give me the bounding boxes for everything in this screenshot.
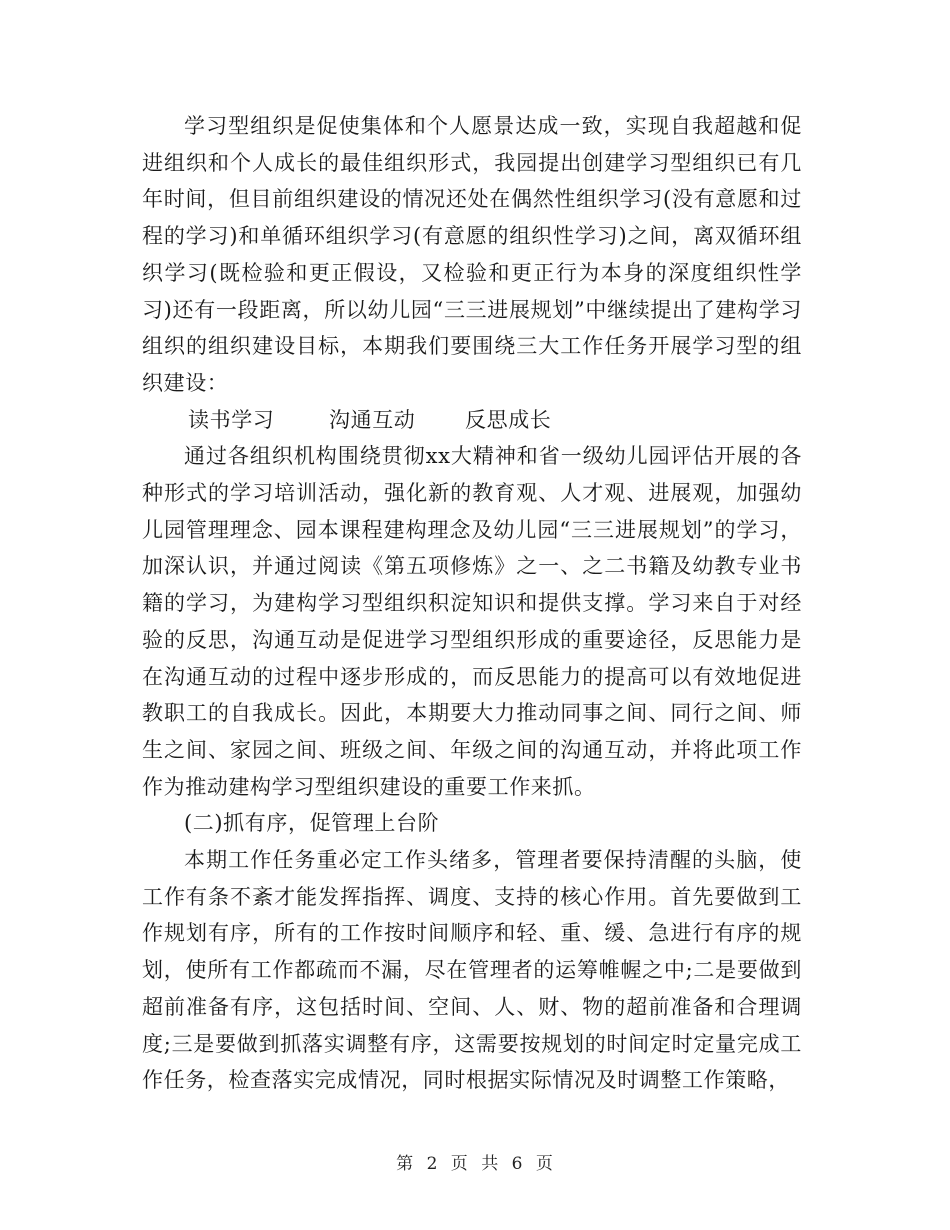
paragraph-study-training: 通过各组织机构围绕贯彻xx大精神和省一级幼儿园评估开展的各种形式的学习培训活动，强化新的教育观、人才观、进展观，加强幼儿园管理理念、园本课程建构理念及幼儿园“三三进展规划”的学习，加深认识，并通过阅读《第五项修炼》之一、之二书籍及幼教专业书籍的学习，为建构学习型组织积淀知识和提供支撑。学习来自于对经验的反思，沟通互动是促进学习型组织形成的重要途径，反思能力是在沟通互动的过程中逐步形成的，而反思能力的提高可以有效地促进教职工的自我成长。因此，本期要大力推动同事之间、同行之间、师生之间、家园之间、班级之间、年级之间的沟通互动，并将此项工作作为推动建构学习型组织建设的重要工作来抓。 [142,444,802,799]
document-body [142,108,802,1099]
paragraph-orderly-management: 本期工作任务重必定工作头绪多，管理者要保持清醒的头脑，使工作有条不紊才能发挥指挥、调度、支持的核心作用。首先要做到工作规划有序，所有的工作按时间顺序和轻、重、缓、急进行有序的规划，使所有工作都疏而不漏，尽在管理者的运筹帷幄之中;二是要做到超前准备有序，这包括时间、空间、人、财、物的超前准备和合理调度;三是要做到抓落实调整有序，这需要按规划的时间定时定量完成工作任务，检查落实完成情况，同时根据实际情况及时调整工作策略， [142,848,802,1093]
page-number-footer: 第 2 页 共 6 页 [396,1154,554,1174]
paragraph-learning-organization: 学习型组织是促使集体和个人愿景达成一致，实现自我超越和促进组织和个人成长的最佳组织形式，我园提出创建学习型组织已有几年时间，但目前组织建设的情况还处在偶然性组织学习(没有意愿和过程的学习)和单循环组织学习(有意愿的组织性学习)之间，离双循环组织学习(既检验和更正假设，又检验和更正行为本身的深度组织性学习)还有一段距离，所以幼儿园“三三进展规划”中继续提出了建构学习组织的组织建设目标，本期我们要围绕三大工作任务开展学习型的组织建设： [142,114,802,395]
three-tasks-line [142,402,802,439]
task-reading-study: 读书学习 [188,407,275,432]
task-reflection-growth: 反思成长 [465,407,552,432]
task-communication-interaction: 沟通互动 [329,407,416,432]
section-heading: (二)抓有序，促管理上台阶 [184,811,440,836]
